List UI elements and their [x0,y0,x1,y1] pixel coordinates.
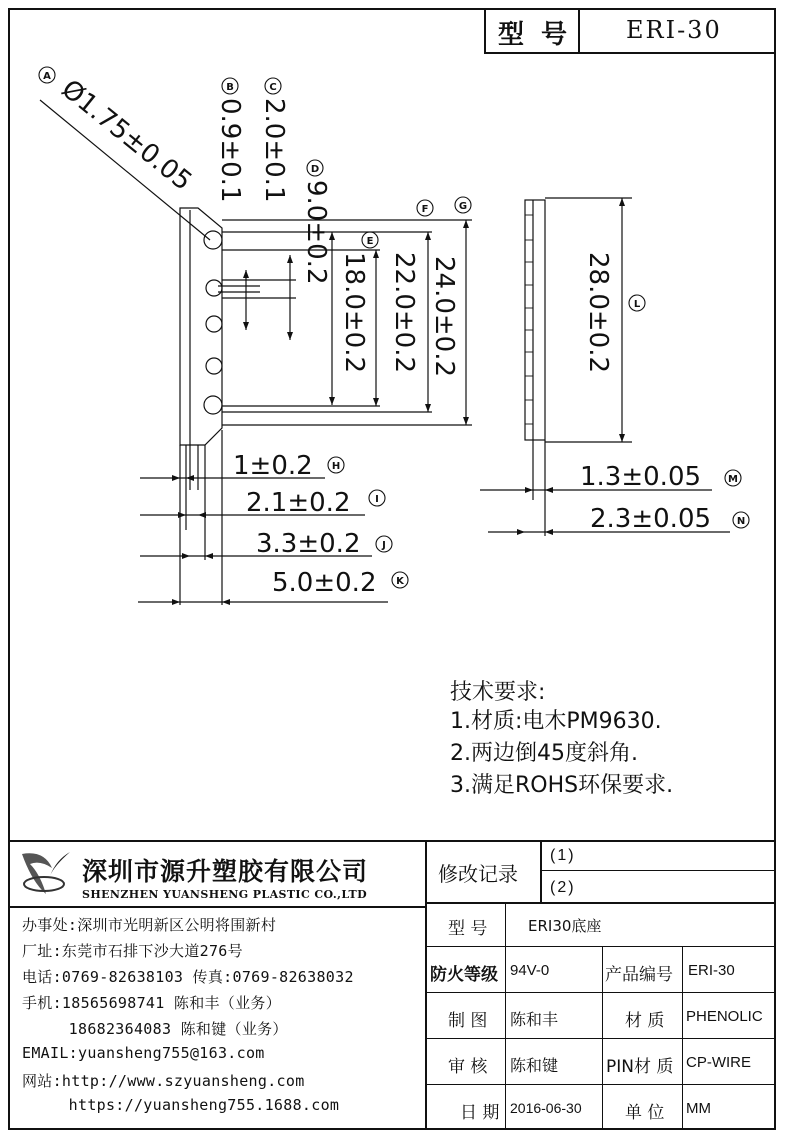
date-value: 2016-06-30 [510,1100,582,1116]
dim-e: 18.0±0.2 [339,252,369,374]
company-phone: 电话:0769-82638103 传真:0769-82638032 [22,968,354,986]
marker-j: J [382,540,386,551]
marker-k: K [396,576,404,587]
header-model-label: 型 号 [498,20,572,50]
part-outline [180,208,222,445]
marker-i: I [375,494,379,505]
company-email: EMAIL:yuansheng755@163.com [22,1044,265,1062]
company-website-2: https://yuansheng755.1688.com [22,1096,340,1114]
marker-c: C [269,82,277,93]
dim-j: 3.3±0.2 [256,529,361,559]
company-mobile-1: 手机:18565698741 陈和丰（业务） [22,994,282,1012]
material-value: PHENOLIC [686,1008,763,1025]
dim-l: 28.0±0.2 [583,252,613,374]
dim-m: 1.3±0.05 [580,462,702,492]
tech-requirements-title: 技术要求: [450,680,546,705]
fire-rating-value: 94V-0 [510,962,550,979]
marker-a: A [43,71,51,82]
tech-requirement-item: 1.材质:电木PM9630. [450,709,662,734]
unit-value: MM [686,1100,711,1117]
product-no-label: 产品编号 [605,965,673,985]
pin-material-label: PIN材 质 [606,1057,674,1077]
tech-requirement-item: 2.两边倒45度斜角. [450,741,638,766]
revision-2: (2) [550,879,576,896]
revision-label: 修改记录 [438,862,518,886]
company-factory: 厂址:东莞市石排下沙大道276号 [22,942,243,960]
unit-label: 单 位 [625,1103,665,1123]
tech-requirement-item: 3.满足ROHS环保要求. [450,773,674,798]
dim-i: 2.1±0.2 [246,488,351,518]
tb-model-label: 型 号 [448,919,488,939]
dim-d: 9.0±0.2 [301,180,331,285]
checked-by-label: 审 核 [448,1057,488,1077]
marker-e: E [366,236,374,247]
company-website: 网站:http://www.szyuansheng.com [22,1072,305,1090]
marker-d: D [310,164,320,175]
product-no-value: ERI-30 [688,962,735,979]
revision-1: (1) [550,847,576,864]
company-name-en: SHENZHEN YUANSHENG PLASTIC CO.,LTD [82,888,368,901]
fire-rating-label: 防火等级 [430,965,498,985]
company-office: 办事处:深圳市光明新区公明将围新村 [22,916,277,934]
drawn-by-value: 陈和丰 [510,1010,559,1029]
checked-by-value: 陈和键 [510,1056,559,1075]
marker-m: M [728,474,738,485]
company-mobile-2: 18682364083 陈和键（业务） [22,1020,288,1038]
marker-h: H [331,461,341,472]
pin-material-value: CP-WIRE [686,1054,751,1071]
dim-a: Ø1.75±0.05 [55,74,198,197]
company-logo [18,848,74,898]
marker-n: N [736,516,746,527]
marker-g: G [458,201,468,212]
drawn-by-label: 制 图 [448,1011,488,1031]
marker-b: B [226,82,234,93]
date-label: 日 期 [460,1103,500,1123]
company-name-cn: 深圳市源升塑胶有限公司 [82,857,369,886]
dim-c: 2.0±0.1 [259,98,289,203]
company-rule [8,906,427,908]
tb-model-value: ERI30底座 [528,917,602,935]
dim-n: 2.3±0.05 [590,504,712,534]
dim-h: 1±0.2 [233,451,313,481]
side-view [525,200,545,440]
dim-k: 5.0±0.2 [272,568,377,598]
marker-l: L [633,299,641,310]
header-model-value: ERI-30 [626,16,722,44]
dim-b: 0.9±0.1 [215,98,245,203]
dim-g: 24.0±0.2 [429,256,459,378]
marker-f: F [421,204,429,215]
dim-f: 22.0±0.2 [389,252,419,374]
material-label: 材 质 [625,1011,665,1031]
